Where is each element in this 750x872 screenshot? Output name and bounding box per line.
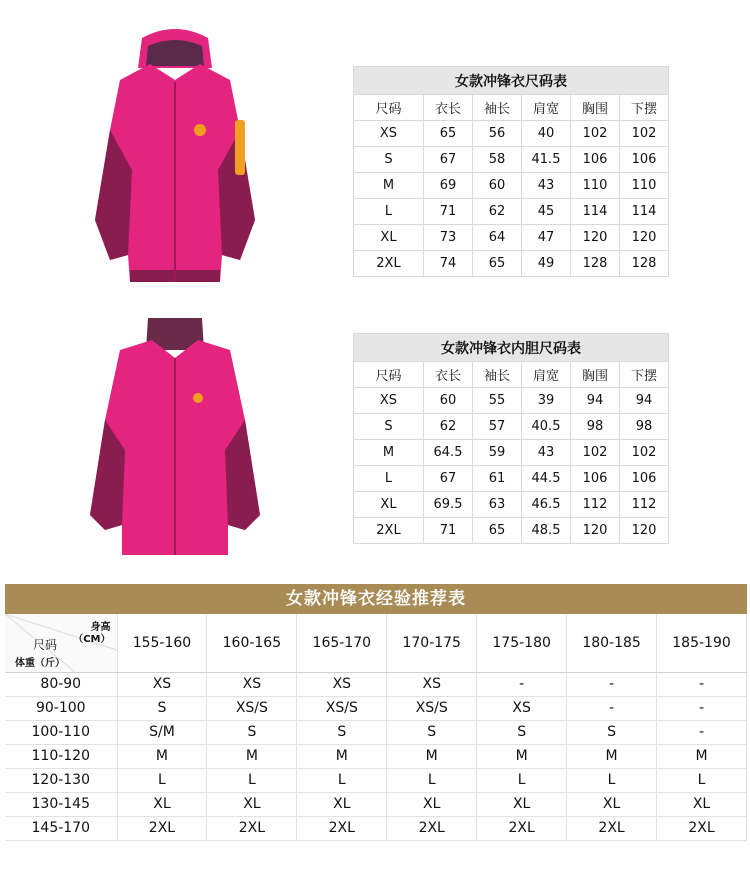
column-header: 尺码 bbox=[354, 362, 424, 388]
recommendation-row bbox=[5, 792, 747, 816]
table-cell: 67 bbox=[424, 147, 473, 173]
size-cell: 2XL bbox=[657, 816, 747, 840]
inner-table-body bbox=[354, 388, 669, 544]
size-cell: - bbox=[657, 696, 747, 720]
table-cell: 94 bbox=[620, 388, 669, 414]
weight-range-cell: 100-110 bbox=[5, 720, 117, 744]
table-cell: 67 bbox=[424, 466, 473, 492]
size-cell: S/M bbox=[117, 720, 207, 744]
size-cell: XS bbox=[297, 672, 387, 696]
table-cell: M bbox=[354, 440, 424, 466]
size-cell: L bbox=[387, 768, 477, 792]
height-range-header: 185-190 bbox=[657, 614, 747, 672]
table-row bbox=[354, 199, 669, 225]
table-cell: 98 bbox=[620, 414, 669, 440]
size-cell: S bbox=[117, 696, 207, 720]
table-cell: 106 bbox=[571, 147, 620, 173]
outer-table-header-row bbox=[354, 95, 669, 121]
table-cell: 64 bbox=[473, 225, 522, 251]
size-cell: XL bbox=[297, 792, 387, 816]
column-header: 下摆 bbox=[620, 362, 669, 388]
height-range-header: 180-185 bbox=[567, 614, 657, 672]
table-row bbox=[354, 121, 669, 147]
table-cell: 2XL bbox=[354, 251, 424, 277]
recommendation-row bbox=[5, 720, 747, 744]
outer-jacket-image bbox=[80, 20, 270, 292]
column-header: 袖长 bbox=[473, 362, 522, 388]
table-cell: S bbox=[354, 147, 424, 173]
table-cell: 110 bbox=[571, 173, 620, 199]
table-row bbox=[354, 492, 669, 518]
size-cell: 2XL bbox=[567, 816, 657, 840]
table-cell: 65 bbox=[424, 121, 473, 147]
column-header: 衣长 bbox=[424, 95, 473, 121]
size-cell: XL bbox=[387, 792, 477, 816]
table-cell: XL bbox=[354, 225, 424, 251]
size-cell: XS bbox=[207, 672, 297, 696]
recommendation-row bbox=[5, 672, 747, 696]
table-cell: 56 bbox=[473, 121, 522, 147]
size-cell: XS bbox=[387, 672, 477, 696]
column-header: 衣长 bbox=[424, 362, 473, 388]
table-cell: 2XL bbox=[354, 518, 424, 544]
size-cell: 2XL bbox=[297, 816, 387, 840]
table-cell: 40.5 bbox=[522, 414, 571, 440]
table-cell: 102 bbox=[571, 440, 620, 466]
recommendation-title: 女款冲锋衣经验推荐表 bbox=[5, 584, 747, 614]
table-cell: 74 bbox=[424, 251, 473, 277]
size-cell: S bbox=[567, 720, 657, 744]
size-cell: M bbox=[117, 744, 207, 768]
table-cell: 73 bbox=[424, 225, 473, 251]
table-cell: 45 bbox=[522, 199, 571, 225]
corner-header-cell bbox=[5, 614, 117, 672]
height-label: 身高 （CM） bbox=[73, 622, 111, 645]
weight-range-cell: 120-130 bbox=[5, 768, 117, 792]
table-cell: 65 bbox=[473, 518, 522, 544]
inner-table-header-row bbox=[354, 362, 669, 388]
table-cell: 112 bbox=[620, 492, 669, 518]
size-cell: - bbox=[567, 696, 657, 720]
table-row bbox=[354, 173, 669, 199]
table-row bbox=[354, 388, 669, 414]
height-range-header: 170-175 bbox=[387, 614, 477, 672]
table-cell: 110 bbox=[620, 173, 669, 199]
table-cell: L bbox=[354, 199, 424, 225]
table-row bbox=[354, 251, 669, 277]
table-cell: 60 bbox=[424, 388, 473, 414]
table-cell: 120 bbox=[571, 518, 620, 544]
table-cell: XL bbox=[354, 492, 424, 518]
size-cell: - bbox=[477, 672, 567, 696]
size-cell: M bbox=[297, 744, 387, 768]
size-cell: 2XL bbox=[477, 816, 567, 840]
size-cell: M bbox=[207, 744, 297, 768]
height-range-header: 165-170 bbox=[297, 614, 387, 672]
table-cell: 128 bbox=[620, 251, 669, 277]
column-header: 胸围 bbox=[571, 95, 620, 121]
table-cell: 62 bbox=[473, 199, 522, 225]
weight-range-cell: 90-100 bbox=[5, 696, 117, 720]
table-cell: 128 bbox=[571, 251, 620, 277]
size-cell: M bbox=[657, 744, 747, 768]
size-cell: XS/S bbox=[297, 696, 387, 720]
table-row bbox=[354, 147, 669, 173]
table-cell: 106 bbox=[620, 466, 669, 492]
table-cell: L bbox=[354, 466, 424, 492]
table-cell: 106 bbox=[620, 147, 669, 173]
table-cell: 47 bbox=[522, 225, 571, 251]
table-cell: 65 bbox=[473, 251, 522, 277]
table-cell: 43 bbox=[522, 173, 571, 199]
column-header: 肩宽 bbox=[522, 362, 571, 388]
table-cell: 112 bbox=[571, 492, 620, 518]
size-cell: S bbox=[387, 720, 477, 744]
table-cell: 114 bbox=[571, 199, 620, 225]
weight-range-cell: 130-145 bbox=[5, 792, 117, 816]
size-label: 尺码 bbox=[33, 638, 58, 652]
size-cell: L bbox=[657, 768, 747, 792]
size-cell: S bbox=[297, 720, 387, 744]
recommendation-row bbox=[5, 696, 747, 720]
table-cell: 43 bbox=[522, 440, 571, 466]
column-header: 肩宽 bbox=[522, 95, 571, 121]
height-range-header: 160-165 bbox=[207, 614, 297, 672]
table-cell: 102 bbox=[571, 121, 620, 147]
column-header: 尺码 bbox=[354, 95, 424, 121]
table-row bbox=[354, 518, 669, 544]
outer-size-table bbox=[353, 66, 669, 277]
table-cell: XS bbox=[354, 388, 424, 414]
size-cell: - bbox=[567, 672, 657, 696]
outer-table-body bbox=[354, 121, 669, 277]
table-cell: 55 bbox=[473, 388, 522, 414]
table-cell: 120 bbox=[571, 225, 620, 251]
size-cell: 2XL bbox=[117, 816, 207, 840]
size-cell: L bbox=[567, 768, 657, 792]
table-cell: 94 bbox=[571, 388, 620, 414]
table-row bbox=[354, 466, 669, 492]
table-cell: 40 bbox=[522, 121, 571, 147]
inner-table-caption: 女款冲锋衣内胆尺码表 bbox=[354, 334, 669, 362]
table-row bbox=[354, 225, 669, 251]
recommendation-table bbox=[5, 614, 747, 841]
size-cell: XS bbox=[117, 672, 207, 696]
table-row bbox=[354, 414, 669, 440]
height-range-header: 175-180 bbox=[477, 614, 567, 672]
size-cell: L bbox=[297, 768, 387, 792]
size-cell: S bbox=[207, 720, 297, 744]
table-cell: S bbox=[354, 414, 424, 440]
table-cell: 120 bbox=[620, 225, 669, 251]
table-cell: 98 bbox=[571, 414, 620, 440]
size-cell: XS bbox=[477, 696, 567, 720]
size-cell: 2XL bbox=[387, 816, 477, 840]
table-cell: 58 bbox=[473, 147, 522, 173]
weight-label: 体重（斤） bbox=[15, 658, 65, 669]
table-cell: 120 bbox=[620, 518, 669, 544]
size-cell: S bbox=[477, 720, 567, 744]
table-cell: 64.5 bbox=[424, 440, 473, 466]
recommendation-row bbox=[5, 816, 747, 840]
table-cell: 62 bbox=[424, 414, 473, 440]
table-cell: 59 bbox=[473, 440, 522, 466]
table-cell: 69.5 bbox=[424, 492, 473, 518]
table-cell: 44.5 bbox=[522, 466, 571, 492]
table-cell: 106 bbox=[571, 466, 620, 492]
table-cell: 114 bbox=[620, 199, 669, 225]
size-cell: XL bbox=[567, 792, 657, 816]
recommendation-row bbox=[5, 768, 747, 792]
size-cell: - bbox=[657, 720, 747, 744]
table-cell: 60 bbox=[473, 173, 522, 199]
size-cell: L bbox=[477, 768, 567, 792]
table-cell: 102 bbox=[620, 440, 669, 466]
table-row bbox=[354, 440, 669, 466]
table-cell: 49 bbox=[522, 251, 571, 277]
column-header: 袖长 bbox=[473, 95, 522, 121]
table-cell: 39 bbox=[522, 388, 571, 414]
column-header: 下摆 bbox=[620, 95, 669, 121]
table-cell: 102 bbox=[620, 121, 669, 147]
table-cell: 57 bbox=[473, 414, 522, 440]
size-cell: XL bbox=[477, 792, 567, 816]
table-cell: 48.5 bbox=[522, 518, 571, 544]
table-cell: 61 bbox=[473, 466, 522, 492]
outer-table-caption: 女款冲锋衣尺码表 bbox=[354, 67, 669, 95]
size-cell: M bbox=[567, 744, 657, 768]
table-cell: 69 bbox=[424, 173, 473, 199]
recommendation-row bbox=[5, 744, 747, 768]
height-header-row bbox=[5, 614, 747, 672]
size-cell: XS/S bbox=[387, 696, 477, 720]
size-cell: - bbox=[657, 672, 747, 696]
weight-range-cell: 145-170 bbox=[5, 816, 117, 840]
table-cell: 63 bbox=[473, 492, 522, 518]
table-cell: 41.5 bbox=[522, 147, 571, 173]
height-range-header: 155-160 bbox=[117, 614, 207, 672]
size-cell: XL bbox=[117, 792, 207, 816]
inner-size-table bbox=[353, 333, 669, 544]
table-cell: 46.5 bbox=[522, 492, 571, 518]
table-cell: XS bbox=[354, 121, 424, 147]
recommendation-section bbox=[5, 584, 747, 841]
inner-jacket-image bbox=[80, 310, 270, 560]
column-header: 胸围 bbox=[571, 362, 620, 388]
table-cell: 71 bbox=[424, 518, 473, 544]
table-cell: M bbox=[354, 173, 424, 199]
size-cell: XS/S bbox=[207, 696, 297, 720]
weight-range-cell: 80-90 bbox=[5, 672, 117, 696]
size-cell: M bbox=[387, 744, 477, 768]
size-cell: XL bbox=[657, 792, 747, 816]
size-cell: L bbox=[117, 768, 207, 792]
size-cell: M bbox=[477, 744, 567, 768]
table-cell: 71 bbox=[424, 199, 473, 225]
weight-range-cell: 110-120 bbox=[5, 744, 117, 768]
size-cell: L bbox=[207, 768, 297, 792]
size-cell: XL bbox=[207, 792, 297, 816]
size-cell: 2XL bbox=[207, 816, 297, 840]
